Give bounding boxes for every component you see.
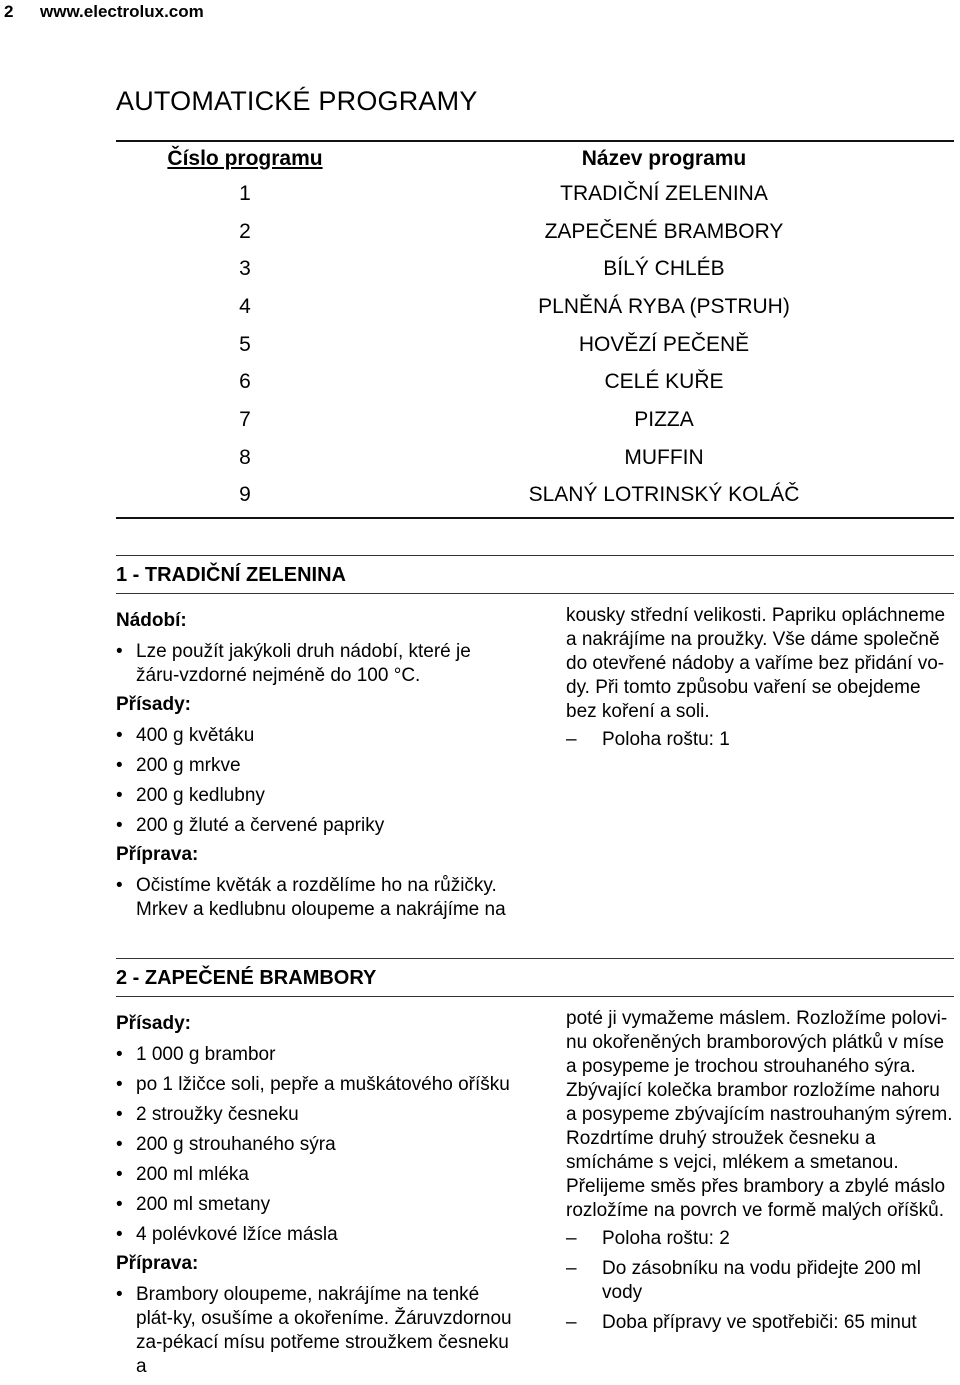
program-number: 6 [239,370,251,394]
program-number: 9 [239,483,251,507]
note-item: – Doba přípravy ve spotřebiči: 65 minut [566,1311,954,1335]
list-item: • Lze použít jakýkoli druh nádobí, které je žáru-vzdorné nejméně do 100 °C. [116,640,516,688]
right-column [566,1007,954,1385]
table-row [116,439,954,477]
note-item: – Poloha roštu: 1 [566,728,954,752]
list-item: • 200 g kedlubny [116,784,516,808]
list-item: • 200 g žluté a červené papriky [116,814,516,838]
list-item: • po 1 lžičce soli, pepře a muškátového oříšku [116,1073,516,1097]
program-name: BÍLÝ CHLÉB [603,257,725,281]
program-name: PLNĚNÁ RYBA (PSTRUH) [538,294,790,318]
program-name: TRADIČNÍ ZELENINA [560,181,768,205]
cookware-list [116,640,516,688]
section-top-rule [116,555,954,556]
table-row [116,213,954,251]
program-table [116,140,954,519]
ingredients-label: Přísady: [116,1013,191,1034]
program-name: ZAPEČENÉ BRAMBORY [544,219,784,243]
list-item: • 2 stroužky česneku [116,1103,516,1127]
section-top-rule [116,958,954,959]
list-item: • Očistíme květák a rozdělíme ho na růžičky. Mrkev a kedlubnu oloupeme a nakrájíme na [116,874,516,922]
list-item: • 200 g strouhaného sýra [116,1133,516,1157]
section-title: 2 - ZAPEČENÉ BRAMBORY [116,967,954,997]
table-row [116,477,954,515]
table-row [116,175,954,213]
program-name: HOVĚZÍ PEČENĚ [578,332,750,356]
prep-label: Příprava: [116,844,199,865]
prep-list [116,874,516,922]
list-item: • 200 ml mléka [116,1163,516,1187]
header-url[interactable]: www.electrolux.com [40,2,204,21]
list-item: • 400 g květáku [116,724,516,748]
list-item: • 4 polévkové lžíce másla [116,1223,516,1247]
left-column [116,1007,516,1385]
right-column [566,604,954,928]
program-name: CELÉ KUŘE [604,370,724,394]
left-column [116,604,516,928]
ingredients-list [116,724,516,838]
prep-label: Příprava: [116,1253,199,1274]
list-item: • 1 000 g brambor [116,1043,516,1067]
col-header-name: Název programu [581,146,747,170]
program-number: 7 [239,407,251,431]
section-title: 1 - TRADIČNÍ ZELENINA [116,564,954,594]
program-number: 5 [239,332,251,356]
program-name: MUFFIN [624,445,704,469]
list-item: • 200 g mrkve [116,754,516,778]
table-body [116,175,954,514]
program-name: PIZZA [634,407,694,431]
notes-list [566,1227,954,1335]
program-number: 1 [239,181,251,205]
list-item: • Brambory oloupeme, nakrájíme na tenké plát-ky, osušíme a okořeníme. Žáruvzdornou za-pékací mísu potřeme stroužkem česneku a [116,1283,516,1379]
ingredients-list [116,1043,516,1247]
program-name: SLANÝ LOTRINSKÝ KOLÁČ [528,483,800,507]
note-item: – Poloha roštu: 2 [566,1227,954,1251]
col-header-number: Číslo programu [167,146,323,170]
program-number: 3 [239,257,251,281]
table-row [116,363,954,401]
page-number: 2 [4,2,14,21]
program-1-section [116,555,954,928]
table-row [116,326,954,364]
program-number: 8 [239,445,251,469]
table-header-row [116,142,954,175]
cookware-label: Nádobí: [116,610,187,631]
ingredients-label: Přísady: [116,694,191,715]
note-item: – Do zásobníku na vodu přidejte 200 ml vody [566,1257,954,1305]
program-2-section [116,958,954,1385]
table-row [116,401,954,439]
program-number: 2 [239,219,251,243]
table-bottom-rule [116,517,954,519]
page-title: AUTOMATICKÉ PROGRAMY [116,86,478,116]
prep-continued: kousky střední velikosti. Papriku opláchneme a nakrájíme na proužky. Vše dáme společně do otevřené nádoby a vaříme bez přidání vo-dy. Při tomto způsobu vaření se obejdeme bez koření a soli. [566,605,946,722]
notes-list [566,728,954,752]
table-row [116,288,954,326]
prep-continued: poté ji vymažeme máslem. Rozložíme polovi-nu okořeněných bramborových plátků v míse a posypeme je trochou strouhaného sýra. Zbývající kolečka brambor rozložíme nahoru a posypeme zbývajícím nastrouhaným sýrem. Rozdrtíme druhý stroužek česneku a smícháme s vejci, mlékem a smetanou. Přelijeme směs přes brambory a zbylé máslo rozložíme na povrch ve formě malých oříšků. [566,1008,953,1221]
list-item: • 200 ml smetany [116,1193,516,1217]
program-number: 4 [239,294,251,318]
table-row [116,250,954,288]
